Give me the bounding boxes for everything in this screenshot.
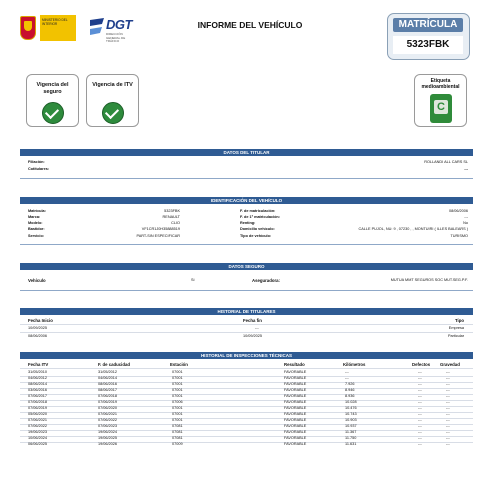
table-cell: FAVORABLE xyxy=(284,394,307,398)
environmental-badge-icon xyxy=(430,94,452,123)
table-cell: 19/06/2024 xyxy=(98,430,118,434)
divider xyxy=(20,332,473,333)
table-cell: FAVORABLE xyxy=(284,370,307,374)
divider xyxy=(20,418,473,419)
fecha-primera-matriculacion-value: --- xyxy=(464,215,468,219)
table-cell: --- xyxy=(418,400,422,404)
table-cell: --- xyxy=(446,376,450,380)
table-cell: 8.936 xyxy=(345,394,355,398)
divider xyxy=(20,244,473,245)
table-cell: 07001 xyxy=(172,382,183,386)
section-historial-titulares: HISTORIAL DE TITULARES xyxy=(20,308,473,315)
table-cell: 11.367 xyxy=(345,430,357,434)
table-cell: 31/05/2010 xyxy=(28,370,48,374)
divider xyxy=(20,368,473,369)
table-cell: 19/06/2026 xyxy=(98,442,118,446)
itv-header-resultado: Resultado xyxy=(284,362,305,367)
table-cell: 07006 xyxy=(172,400,183,404)
divider xyxy=(20,400,473,401)
bastidor-label: Bastidor: xyxy=(28,227,45,231)
dgt-logo xyxy=(88,12,140,44)
aseguradora-label: Aseguradora: xyxy=(252,278,280,283)
table-cell: 04/06/2012 xyxy=(28,376,48,380)
table-cell: --- xyxy=(446,394,450,398)
table-cell: 10/09/2025 xyxy=(243,334,263,338)
table-cell: 07009 xyxy=(172,442,183,446)
table-cell: 08/06/2016 xyxy=(98,382,118,386)
filiacion-label: Filiación: xyxy=(28,160,45,164)
itv-header-estacion: Estación xyxy=(170,362,188,367)
environmental-label-card xyxy=(414,74,467,127)
section-titular: DATOS DEL TITULAR xyxy=(20,149,473,156)
table-cell: --- xyxy=(446,418,450,422)
dgt-swoosh-icon xyxy=(88,16,106,42)
table-cell: --- xyxy=(345,376,349,380)
divider xyxy=(20,324,473,325)
section-seguro: DATOS SEGURO xyxy=(20,263,473,270)
itv-header-caducidad: F. de caducidad xyxy=(98,362,130,367)
divider xyxy=(20,290,473,291)
table-cell: --- xyxy=(255,326,259,330)
table-cell: --- xyxy=(418,394,422,398)
table-cell: --- xyxy=(418,418,422,422)
coat-of-arms-icon xyxy=(20,16,36,40)
divider xyxy=(20,430,473,431)
table-cell: --- xyxy=(418,370,422,374)
fecha-primera-matriculacion-label: F. de 1ª matriculación: xyxy=(240,215,281,219)
table-cell: 07/06/2021 xyxy=(28,418,48,422)
environmental-badge-value: C xyxy=(434,100,448,114)
table-cell: 10.903 xyxy=(345,418,357,422)
filiacion-value: ROLLANDI ALL CARS SL xyxy=(424,160,468,164)
divider xyxy=(20,382,473,383)
aseguradora-value: MUTUA MMT SEGUROS SOC MUT.SEG.P.F. xyxy=(390,278,468,282)
divider xyxy=(20,376,473,377)
dgt-logo-text: DGT xyxy=(106,17,132,32)
table-cell: 10.937 xyxy=(345,424,357,428)
table-cell: 07081 xyxy=(172,436,183,440)
table-cell: --- xyxy=(446,412,450,416)
table-cell: FAVORABLE xyxy=(284,382,307,386)
table-cell: 10.028 xyxy=(345,400,357,404)
fecha-matriculacion-value: 08/06/2006 xyxy=(448,209,468,213)
table-cell: FAVORABLE xyxy=(284,418,307,422)
servicio-value: PART-SIN ESPECIFICAR xyxy=(136,234,180,238)
table-cell: 07/06/2020 xyxy=(98,406,118,410)
table-cell: 10/06/2024 xyxy=(28,436,48,440)
itv-status-card xyxy=(86,74,139,127)
table-cell: Particular xyxy=(447,334,464,338)
table-cell: --- xyxy=(345,370,349,374)
itv-header-defectos: Defectos xyxy=(412,362,431,367)
titulares-header-fin: Fecha fin xyxy=(243,318,262,323)
table-cell: --- xyxy=(446,370,450,374)
divider xyxy=(20,388,473,389)
domicilio-label: Domicilio vehículo: xyxy=(240,227,275,231)
table-cell: --- xyxy=(418,430,422,434)
matricula-label: MATRÍCULA xyxy=(393,18,463,32)
table-cell: 07/06/2022 xyxy=(28,424,48,428)
renting-value: No xyxy=(463,221,468,225)
table-cell: 19/06/2025 xyxy=(98,436,118,440)
table-cell: FAVORABLE xyxy=(284,424,307,428)
divider xyxy=(20,406,473,407)
divider xyxy=(20,178,473,179)
page-title: INFORME DEL VEHÍCULO xyxy=(197,20,303,30)
table-cell: --- xyxy=(446,388,450,392)
table-cell: --- xyxy=(418,382,422,386)
seguro-vehiculo-value: Sí xyxy=(191,278,195,282)
table-cell: 07001 xyxy=(172,370,183,374)
table-cell: 07001 xyxy=(172,394,183,398)
table-cell: FAVORABLE xyxy=(284,412,307,416)
seguro-status-card xyxy=(26,74,79,127)
servicio-label: Servicio: xyxy=(28,234,45,238)
table-cell: --- xyxy=(446,430,450,434)
domicilio-value: CALLE PUJOL, NU: 9 , 07230 , , MONTUIRI ( ILLES BALEARS ) xyxy=(358,227,468,231)
itv-status-label: Vigencia de ITV xyxy=(92,82,133,88)
ministerio-interior-logo xyxy=(20,13,78,43)
table-cell: FAVORABLE xyxy=(284,388,307,392)
section-vehiculo: IDENTIFICACIÓN DEL VEHÍCULO xyxy=(20,197,473,204)
table-cell: 07001 xyxy=(172,412,183,416)
check-icon xyxy=(102,102,124,124)
divider xyxy=(20,442,473,443)
table-cell: 07001 xyxy=(172,388,183,392)
tipo-vehiculo-value: TURISMO xyxy=(450,234,468,238)
table-cell: 07/06/2018 xyxy=(28,400,48,404)
table-cell: --- xyxy=(418,412,422,416)
fecha-matriculacion-label: F. de matriculación: xyxy=(240,209,276,213)
itv-header-gravedad: Gravedad xyxy=(440,362,460,367)
environmental-label-title: Etiqueta medioambiental xyxy=(421,78,460,90)
table-cell: --- xyxy=(446,424,450,428)
table-cell: 07/06/2019 xyxy=(28,406,48,410)
renting-label: Renting: xyxy=(240,221,256,225)
table-cell: 10/09/2025 xyxy=(28,326,48,330)
table-cell: 07081 xyxy=(172,430,183,434)
table-cell: --- xyxy=(446,400,450,404)
tipo-vehiculo-label: Tipo de vehículo: xyxy=(240,234,272,238)
titulares-header-tipo: Tipo xyxy=(455,318,464,323)
bastidor-value: VF1CR1J0H35888519 xyxy=(141,227,180,231)
table-cell: 8.946 xyxy=(345,388,355,392)
table-cell: 10.476 xyxy=(345,406,357,410)
table-cell: 07001 xyxy=(172,406,183,410)
table-cell: 07/06/2019 xyxy=(98,400,118,404)
table-cell: FAVORABLE xyxy=(284,436,307,440)
table-cell: FAVORABLE xyxy=(284,442,307,446)
table-cell: FAVORABLE xyxy=(284,376,307,380)
table-cell: --- xyxy=(418,436,422,440)
table-cell: FAVORABLE xyxy=(284,430,307,434)
table-cell: 11.750 xyxy=(345,436,357,440)
table-cell: --- xyxy=(446,442,450,446)
table-cell: 08/06/2017 xyxy=(98,388,118,392)
table-cell: 07/06/2021 xyxy=(98,412,118,416)
table-cell: 11.631 xyxy=(345,442,357,446)
divider xyxy=(20,394,473,395)
table-cell: 7.926 xyxy=(345,382,355,386)
table-cell: 31/05/2012 xyxy=(98,370,118,374)
table-cell: 19/06/2023 xyxy=(28,430,48,434)
table-cell: 07001 xyxy=(172,376,183,380)
table-cell: 08/06/2014 xyxy=(28,382,48,386)
table-cell: FAVORABLE xyxy=(284,400,307,404)
table-cell: 04/06/2014 xyxy=(98,376,118,380)
table-cell: 07001 xyxy=(172,418,183,422)
matricula-field-value: 5323FBK xyxy=(164,209,180,213)
table-cell: --- xyxy=(446,436,450,440)
table-cell: 06/06/2025 xyxy=(28,442,48,446)
table-cell: Empresa xyxy=(448,326,464,330)
modelo-label: Modelo: xyxy=(28,221,43,225)
matricula-field-label: Matrícula: xyxy=(28,209,46,213)
table-cell: --- xyxy=(418,406,422,410)
table-cell: --- xyxy=(418,424,422,428)
table-cell: 07/06/2018 xyxy=(98,394,118,398)
itv-header-fecha: Fecha ITV xyxy=(28,362,49,367)
matricula-box xyxy=(387,13,470,60)
check-icon xyxy=(42,102,64,124)
table-cell: --- xyxy=(418,376,422,380)
table-cell: 07/06/2023 xyxy=(98,424,118,428)
table-cell: 07081 xyxy=(172,424,183,428)
cotitulares-label: Cotitulares: xyxy=(28,167,50,171)
table-cell: 07/06/2017 xyxy=(28,394,48,398)
itv-header-kilometros: Kilómetros xyxy=(343,362,366,367)
matricula-value: 5323FBK xyxy=(393,36,463,54)
marca-label: Marca: xyxy=(28,215,41,219)
table-cell: 03/06/2016 xyxy=(28,388,48,392)
cotitulares-value: --- xyxy=(464,167,468,171)
divider xyxy=(20,424,473,425)
table-cell: --- xyxy=(446,382,450,386)
section-historial-itv: HISTORIAL DE INSPECCIONES TÉCNICAS xyxy=(20,352,473,359)
divider xyxy=(20,436,473,437)
modelo-value: CLIO xyxy=(171,221,180,225)
table-cell: 05/06/2020 xyxy=(28,412,48,416)
table-cell: 08/06/2006 xyxy=(28,334,48,338)
seguro-vehiculo-label: Vehículo xyxy=(28,278,46,283)
table-cell: FAVORABLE xyxy=(284,406,307,410)
table-cell: 10.743 xyxy=(345,412,357,416)
ministerio-text: MINISTERIO DEL INTERIOR xyxy=(40,15,76,41)
seguro-status-label: Vigencia del seguro xyxy=(36,82,69,95)
table-cell: --- xyxy=(418,388,422,392)
dgt-logo-subtext: DIRECCIÓN GENERAL DE TRÁFICO xyxy=(106,32,126,43)
table-cell: --- xyxy=(446,406,450,410)
divider xyxy=(20,412,473,413)
table-cell: 07/06/2022 xyxy=(98,418,118,422)
table-cell: --- xyxy=(418,442,422,446)
titulares-header-inicio: Fecha Inicio xyxy=(28,318,53,323)
marca-value: RENAULT xyxy=(162,215,180,219)
